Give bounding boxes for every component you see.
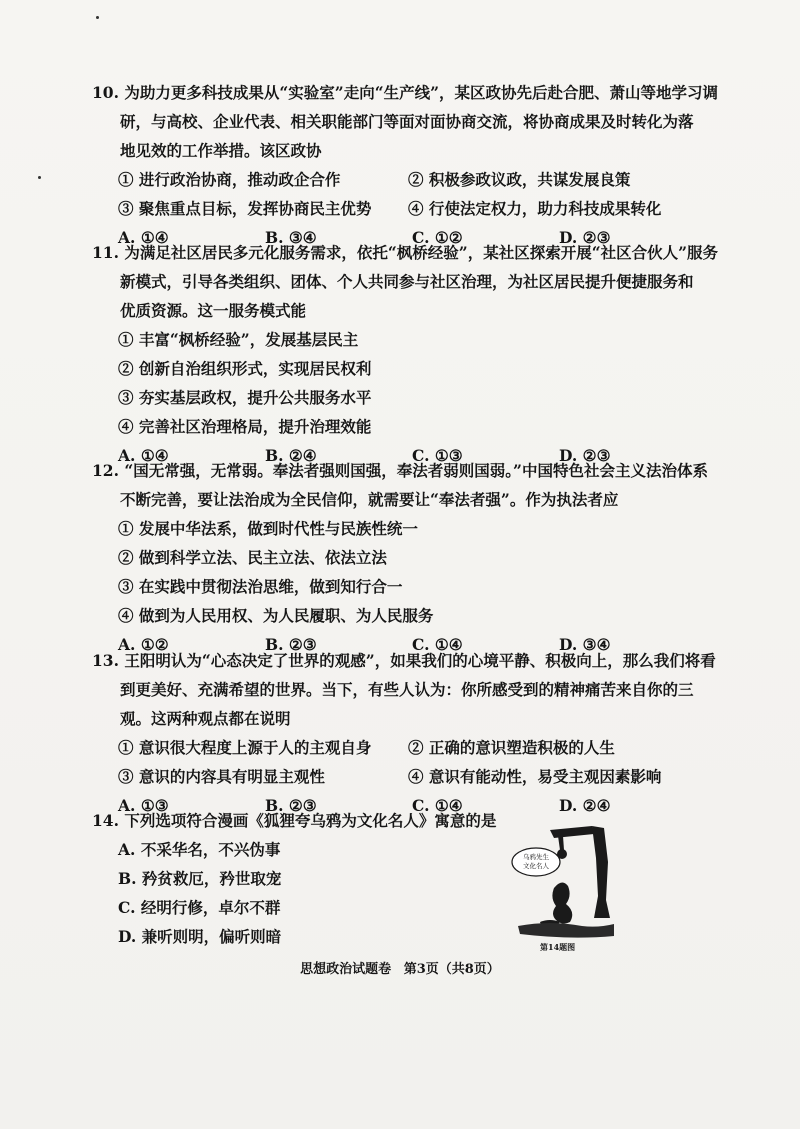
option-3: ③ 夯实基层政权，提升公共服务水平 bbox=[118, 388, 372, 407]
question-stem-line: 不断完善，要让法治成为全民信仰，就需要让“奉法者强”。作为执法者应 bbox=[120, 490, 619, 509]
option-row bbox=[92, 194, 712, 223]
footer-page-number: 第3页（共8页） bbox=[403, 962, 500, 977]
question-stem-line: 12. “国无常强，无常弱。奉法者强则国强，奉法者弱则国弱。”中国特色社会主义法治体系 bbox=[92, 461, 708, 480]
question-stem-line: 新模式，引导各类组织、团体、个人共同参与社区治理，为社区居民提升便捷服务和 bbox=[120, 272, 694, 291]
fox bbox=[552, 882, 572, 923]
option-row bbox=[92, 514, 712, 543]
option-row bbox=[92, 601, 712, 630]
question-stem-line: 研，与高校、企业代表、相关职能部门等面对面协商交流，将协商成果及时转化为落 bbox=[120, 112, 694, 131]
scan-speck bbox=[38, 176, 41, 179]
option-row bbox=[92, 572, 712, 601]
question-stem-line: 10. 为助力更多科技成果从“实验室”走向“生产线”，某区政协先后赴合肥、萧山等地学习调 bbox=[92, 83, 719, 102]
choice-a: A. ①② bbox=[118, 635, 169, 654]
choice-d: D. ②④ bbox=[559, 796, 611, 815]
choice-c: C. ①② bbox=[412, 228, 463, 247]
option-row bbox=[92, 762, 712, 791]
choice-c: C. ①④ bbox=[412, 635, 463, 654]
question-stem-line: 到更美好、充满希望的世界。当下，有些人认为：你所感受到的精神痛苦来自你的三 bbox=[120, 680, 694, 699]
option-d: D. 兼听则明，偏听则暗 bbox=[118, 927, 282, 946]
option-b: B. 矜贫救厄，矜世取宠 bbox=[118, 869, 282, 888]
option-row bbox=[92, 354, 712, 383]
option-4: ④ 意识有能动性，易受主观因素影响 bbox=[408, 767, 662, 786]
option-row bbox=[92, 543, 712, 572]
choice-c: C. ①③ bbox=[412, 446, 463, 465]
option-2: ② 积极参政议政，共谋发展良策 bbox=[408, 170, 631, 189]
question-stem-line: 13. 王阳明认为“心态决定了世界的观感”，如果我们的心境平静、积极向上，那么我们将看 bbox=[92, 651, 716, 670]
option-1: ① 丰富“枫桥经验”，发展基层民主 bbox=[118, 330, 359, 349]
option-a: A. 不采华名，不兴伪事 bbox=[118, 840, 281, 859]
question-13 bbox=[92, 646, 716, 820]
footer-title: 思想政治试题卷 bbox=[300, 962, 392, 977]
question-stem-line: 14. 下列选项符合漫画《狐狸夸乌鸦为文化名人》寓意的是 bbox=[92, 811, 497, 830]
option-3: ③ 在实践中贯彻法治思维，做到知行合一 bbox=[118, 577, 403, 596]
option-1: ① 进行政治协商，推动政企合作 bbox=[118, 170, 341, 189]
choice-c: C. ①④ bbox=[412, 796, 463, 815]
option-1: ① 发展中华法系，做到时代性与民族性统一 bbox=[118, 519, 418, 538]
question-stem-line: 观。这两种观点都在说明 bbox=[120, 709, 291, 728]
option-2: ② 做到科学立法、民主立法、依法立法 bbox=[118, 548, 387, 567]
question-11 bbox=[92, 238, 719, 470]
figure-caption: 第14题图 bbox=[540, 942, 576, 952]
choice-a: A. ①③ bbox=[118, 796, 169, 815]
question-stem-line: 地见效的工作举措。该区政协 bbox=[120, 141, 322, 160]
option-4: ④ 做到为人民用权、为人民履职、为人民服务 bbox=[118, 606, 434, 625]
option-4: ④ 行使法定权力，助力科技成果转化 bbox=[408, 199, 662, 218]
choice-b: B. ②③ bbox=[265, 635, 317, 654]
tree-trunk bbox=[592, 826, 610, 918]
question-12 bbox=[92, 456, 712, 659]
scan-speck bbox=[96, 16, 99, 19]
option-2: ② 正确的意识塑造积极的人生 bbox=[408, 738, 615, 757]
option-row bbox=[92, 412, 712, 441]
ground bbox=[518, 923, 614, 938]
question-stem-line: 11. 为满足社区居民多元化服务需求，依托“枫桥经验”，某社区探索开展“社区合伙人”服务 bbox=[92, 243, 719, 262]
option-c: C. 经明行修，卓尔不群 bbox=[118, 898, 281, 917]
option-4: ④ 完善社区治理格局，提升治理效能 bbox=[118, 417, 372, 436]
option-row bbox=[92, 383, 712, 412]
speech-bubble bbox=[512, 848, 560, 876]
choice-b: B. ③④ bbox=[265, 228, 317, 247]
option-3: ③ 聚焦重点目标，发挥协商民主优势 bbox=[118, 199, 372, 218]
option-2: ② 创新自治组织形式，实现居民权利 bbox=[118, 359, 372, 378]
page-footer bbox=[0, 958, 800, 977]
cartoon-figure bbox=[510, 822, 620, 940]
choice-d: D. ②③ bbox=[559, 228, 611, 247]
crow bbox=[558, 836, 564, 850]
choice-a: A. ①④ bbox=[118, 228, 169, 247]
option-1: ① 意识很大程度上源于人的主观自身 bbox=[118, 738, 372, 757]
option-3: ③ 意识的内容具有明显主观性 bbox=[118, 767, 325, 786]
tree-branch bbox=[550, 826, 594, 838]
question-stem-line: 优质资源。这一服务模式能 bbox=[120, 301, 307, 320]
question-10 bbox=[92, 78, 719, 252]
choice-b: B. ②③ bbox=[265, 796, 317, 815]
choice-b: B. ②④ bbox=[265, 446, 317, 465]
bubble-text-line-1: 乌鸦先生 bbox=[523, 854, 549, 861]
bubble-text-line-2: 文化名人 bbox=[523, 863, 549, 870]
choice-a: A. ①④ bbox=[118, 446, 169, 465]
option-row bbox=[92, 165, 712, 194]
choice-d: D. ②③ bbox=[559, 446, 611, 465]
option-row bbox=[92, 733, 712, 762]
option-row bbox=[92, 325, 712, 354]
choice-d: D. ③④ bbox=[559, 635, 611, 654]
